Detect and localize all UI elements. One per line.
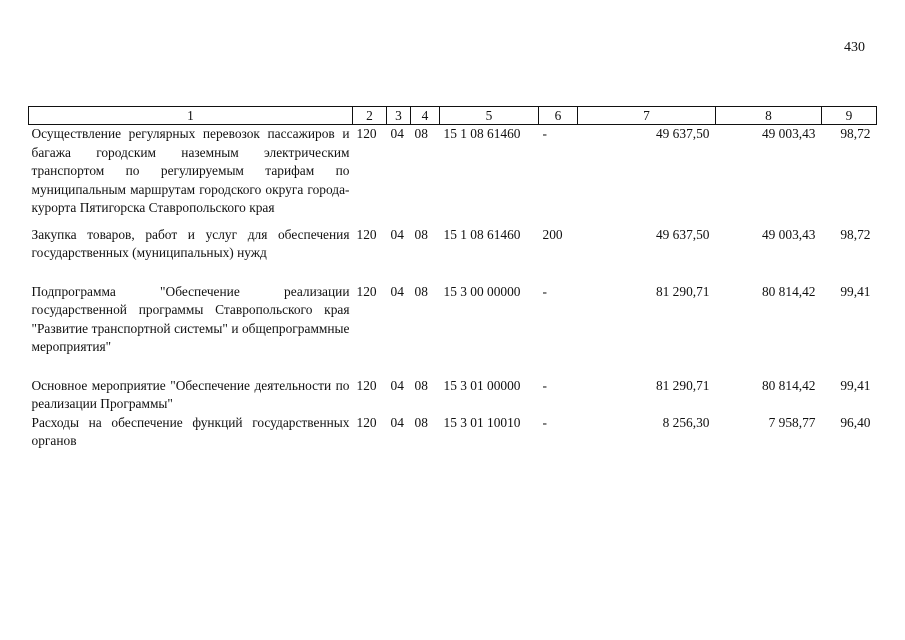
row-col7: 81 290,71 [655, 377, 710, 393]
row-col4: 08 [414, 377, 428, 393]
row-col9: 98,72 [840, 126, 871, 141]
header-col-3: 3 [387, 107, 411, 125]
row-col4: 08 [414, 126, 428, 141]
row-col6: - [542, 283, 547, 299]
row-col2: 120 [356, 283, 377, 299]
row-col5: 15 3 01 10010 [443, 414, 521, 430]
row-col5: 15 1 08 61460 [443, 226, 521, 242]
row-col9: 99,41 [840, 377, 871, 393]
row-name: Осуществление регулярных перевозок пассажиров и багажа городским наземным электрическим транспортом по регулируемым тарифам по муниципальным маршрутам городского округа города-курорта Пятигорска Ставропольского края [31, 126, 350, 215]
row-col4: 08 [414, 414, 428, 430]
row-col9: 98,72 [840, 226, 871, 242]
row-col6: 200 [542, 226, 563, 242]
table-row [29, 125, 877, 226]
header-col-9: 9 [822, 107, 877, 125]
table-header-row [29, 107, 877, 125]
row-name: Закупка товаров, работ и услуг для обеспечения государственных (муниципальных) нужд [31, 226, 350, 260]
header-col-8: 8 [716, 107, 822, 125]
table-row [29, 283, 877, 377]
row-col3: 04 [390, 126, 404, 141]
header-col-7: 7 [578, 107, 716, 125]
row-col8: 80 814,42 [761, 377, 816, 393]
header-col-2: 2 [353, 107, 387, 125]
row-col2: 120 [356, 414, 377, 430]
row-name: Подпрограмма "Обеспечение реализации государственной программы Ставропольского края "Развитие транспортной системы" и общепрограммные мероприятия" [31, 283, 350, 354]
header-col-1: 1 [29, 107, 353, 125]
row-col3: 04 [390, 226, 404, 242]
row-col2: 120 [356, 226, 377, 242]
row-col8: 7 958,77 [768, 414, 816, 430]
row-col2: 120 [356, 126, 377, 141]
row-col9: 99,41 [840, 283, 871, 299]
header-col-5: 5 [440, 107, 539, 125]
row-col7: 49 637,50 [655, 126, 710, 141]
row-name: Расходы на обеспечение функций государственных органов [31, 414, 350, 448]
row-col8: 80 814,42 [761, 283, 816, 299]
header-col-6: 6 [539, 107, 578, 125]
row-col5: 15 1 08 61460 [443, 126, 521, 141]
row-col3: 04 [390, 377, 404, 393]
row-col8: 49 003,43 [761, 126, 816, 141]
row-col6: - [542, 126, 547, 141]
row-col3: 04 [390, 283, 404, 299]
page-number: 430 [844, 40, 865, 55]
row-col4: 08 [414, 226, 428, 242]
row-name: Основное мероприятие "Обеспечение деятельности по реализации Программы" [31, 377, 350, 411]
row-col3: 04 [390, 414, 404, 430]
row-col8: 49 003,43 [761, 226, 816, 242]
row-col7: 8 256,30 [662, 414, 710, 430]
row-col6: - [542, 414, 547, 430]
row-col5: 15 3 01 00000 [443, 377, 521, 393]
header-col-4: 4 [411, 107, 440, 125]
row-col7: 49 637,50 [655, 226, 710, 242]
row-col2: 120 [356, 377, 377, 393]
row-col4: 08 [414, 283, 428, 299]
row-col9: 96,40 [840, 414, 871, 430]
row-col5: 15 3 00 00000 [443, 283, 521, 299]
table-row [29, 414, 877, 451]
table-row [29, 377, 877, 414]
row-col7: 81 290,71 [655, 283, 710, 299]
budget-execution-table [28, 106, 877, 451]
table-row [29, 226, 877, 283]
row-col6: - [542, 377, 547, 393]
